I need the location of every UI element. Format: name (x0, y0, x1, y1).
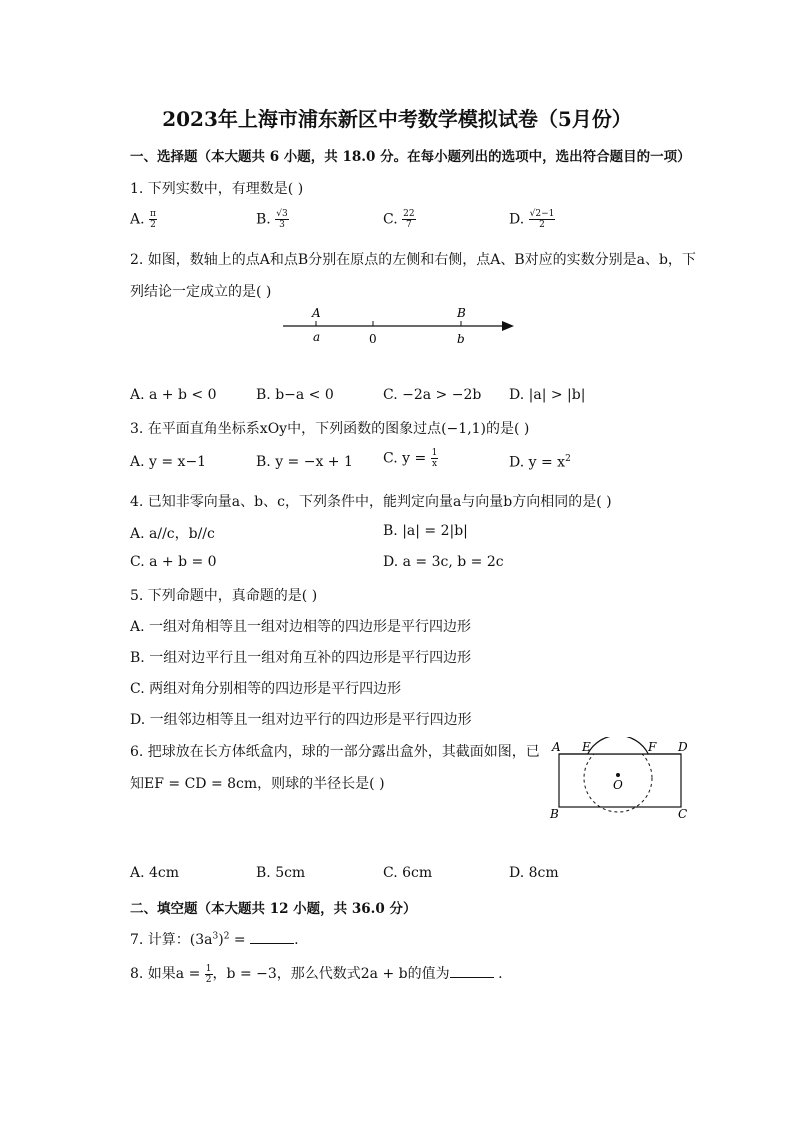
q3-option-d (509, 454, 571, 471)
q6-option-a: A. 4cm (130, 865, 180, 881)
q3-option-b: B. y = −x + 1 (256, 454, 353, 470)
q4-option-b: B. |a| = 2|b| (383, 523, 468, 539)
label-b: b (457, 332, 465, 346)
q5-option-b: B. 一组对边平行且一组对角互补的四边形是平行四边形 (130, 650, 472, 666)
q3-option-d-label: D. y = x (509, 454, 566, 471)
label-point-a: A (312, 306, 321, 320)
q3-option-c-fraction: $\frac{1}{x}$ (431, 448, 438, 469)
question-2-line1: 2. 如图，数轴上的点A和点B分别在原点的左侧和右侧，点A、B对应的实数分别是a、b，下 (130, 252, 696, 268)
label-O: O (613, 778, 623, 792)
q3-option-c-label: C. y = (383, 450, 427, 467)
label-F: F (648, 740, 657, 754)
q7-mid: ) (218, 932, 224, 948)
q1-option-a (130, 209, 157, 230)
q7-prefix: 7. 计算：(3a (130, 932, 213, 948)
q1-option-d-fraction: $\frac{√2-1}{2}$ (529, 209, 555, 230)
q6-option-c: C. 6cm (383, 865, 433, 881)
question-3-stem: 3. 在平面直角坐标系xOy中，下列函数的图象过点(−1,1)的是( ) (130, 421, 530, 437)
q1-option-a-label: A. (130, 211, 145, 228)
question-8 (130, 963, 503, 985)
label-C: C (678, 807, 688, 821)
q1-option-d-label: D. (509, 211, 525, 228)
page-title: 2023年上海市浦东新区中考数学模拟试卷（5月份） (162, 107, 632, 131)
question-4-stem: 4. 已知非零向量a、b、c，下列条件中，能判定向量a与向量b方向相同的是( ) (130, 494, 612, 510)
box-ball-figure (545, 737, 695, 825)
q2-option-d: D. |a| > |b| (509, 387, 586, 403)
answer-blank (250, 931, 294, 944)
label-A: A (552, 740, 561, 754)
section-heading-fill: 二、填空题（本大题共 12 小题，共 36.0 分） (130, 901, 417, 917)
q8-end: . (498, 966, 503, 982)
label-B: B (550, 807, 559, 821)
q1-option-c-label: C. (383, 211, 398, 228)
q4-option-d: D. a = 3c, b = 2c (383, 554, 504, 570)
q6-option-d: D. 8cm (509, 865, 559, 881)
q5-option-c: C. 两组对角分别相等的四边形是平行四边形 (130, 681, 402, 697)
section-heading-choice: 一、选择题（本大题共 6 小题，共 18.0 分。在每小题列出的选项中，选出符合题目的一项） (130, 149, 691, 165)
q3-option-c (383, 448, 438, 469)
q8-mid: ，b = −3，那么代数式2a + b的值为 (212, 966, 450, 982)
q1-option-b-fraction: $\frac{√3}{3}$ (276, 209, 288, 230)
q7-exp2: 2 (223, 931, 230, 942)
q2-option-c: C. −2a > −2b (383, 387, 482, 403)
label-D: D (678, 740, 688, 754)
label-point-b: B (457, 306, 466, 320)
q4-option-a: A. a//c，b//c (130, 526, 215, 542)
q5-option-a: A. 一组对角相等且一组对边相等的四边形是平行四边形 (130, 619, 472, 635)
q7-suffix: = (229, 932, 251, 948)
q1-option-d (509, 209, 555, 230)
question-5-stem: 5. 下列命题中，真命题的是( ) (130, 588, 318, 604)
q3-option-d-exponent: 2 (565, 454, 571, 464)
q1-option-c (383, 209, 416, 230)
q1-option-a-fraction: $\frac{\pi}{2}$ (150, 209, 156, 230)
q1-option-b-label: B. (256, 211, 271, 228)
q6-option-b: B. 5cm (256, 865, 306, 881)
q2-option-a: A. a + b < 0 (130, 387, 217, 403)
answer-blank (450, 965, 494, 978)
q3-option-a: A. y = x−1 (130, 454, 207, 470)
q8-fraction: $\frac{1}{2}$ (205, 963, 212, 985)
center-point (616, 773, 620, 777)
label-E: E (582, 740, 591, 754)
q7-end: . (294, 932, 299, 948)
question-2-line2: 列结论一定成立的是( ) (130, 284, 272, 300)
question-6-line1: 6. 把球放在长方体纸盒内，球的一部分露出盒外，其截面如图，已 (130, 744, 540, 760)
number-line-arrow (502, 321, 514, 331)
q4-option-c: C. a + b = 0 (130, 554, 217, 570)
q1-option-c-fraction: $\frac{22}{7}$ (403, 209, 415, 230)
question-1-stem: 1. 下列实数中，有理数是( ) (130, 181, 304, 197)
question-6-line2: 知EF = CD = 8cm，则球的半径长是( ) (130, 776, 385, 792)
q5-option-d: D. 一组邻边相等且一组对边平行的四边形是平行四边形 (130, 712, 472, 728)
ball-exposed-arc (588, 737, 649, 754)
q1-option-b (256, 209, 289, 230)
question-7 (130, 929, 299, 949)
q7-exp1: 3 (212, 931, 219, 942)
q2-option-b: B. b−a < 0 (256, 387, 334, 403)
label-origin: 0 (369, 332, 377, 346)
q8-prefix: 8. 如果a = (130, 966, 201, 982)
number-line-figure (280, 302, 520, 352)
label-a: a (313, 330, 321, 344)
